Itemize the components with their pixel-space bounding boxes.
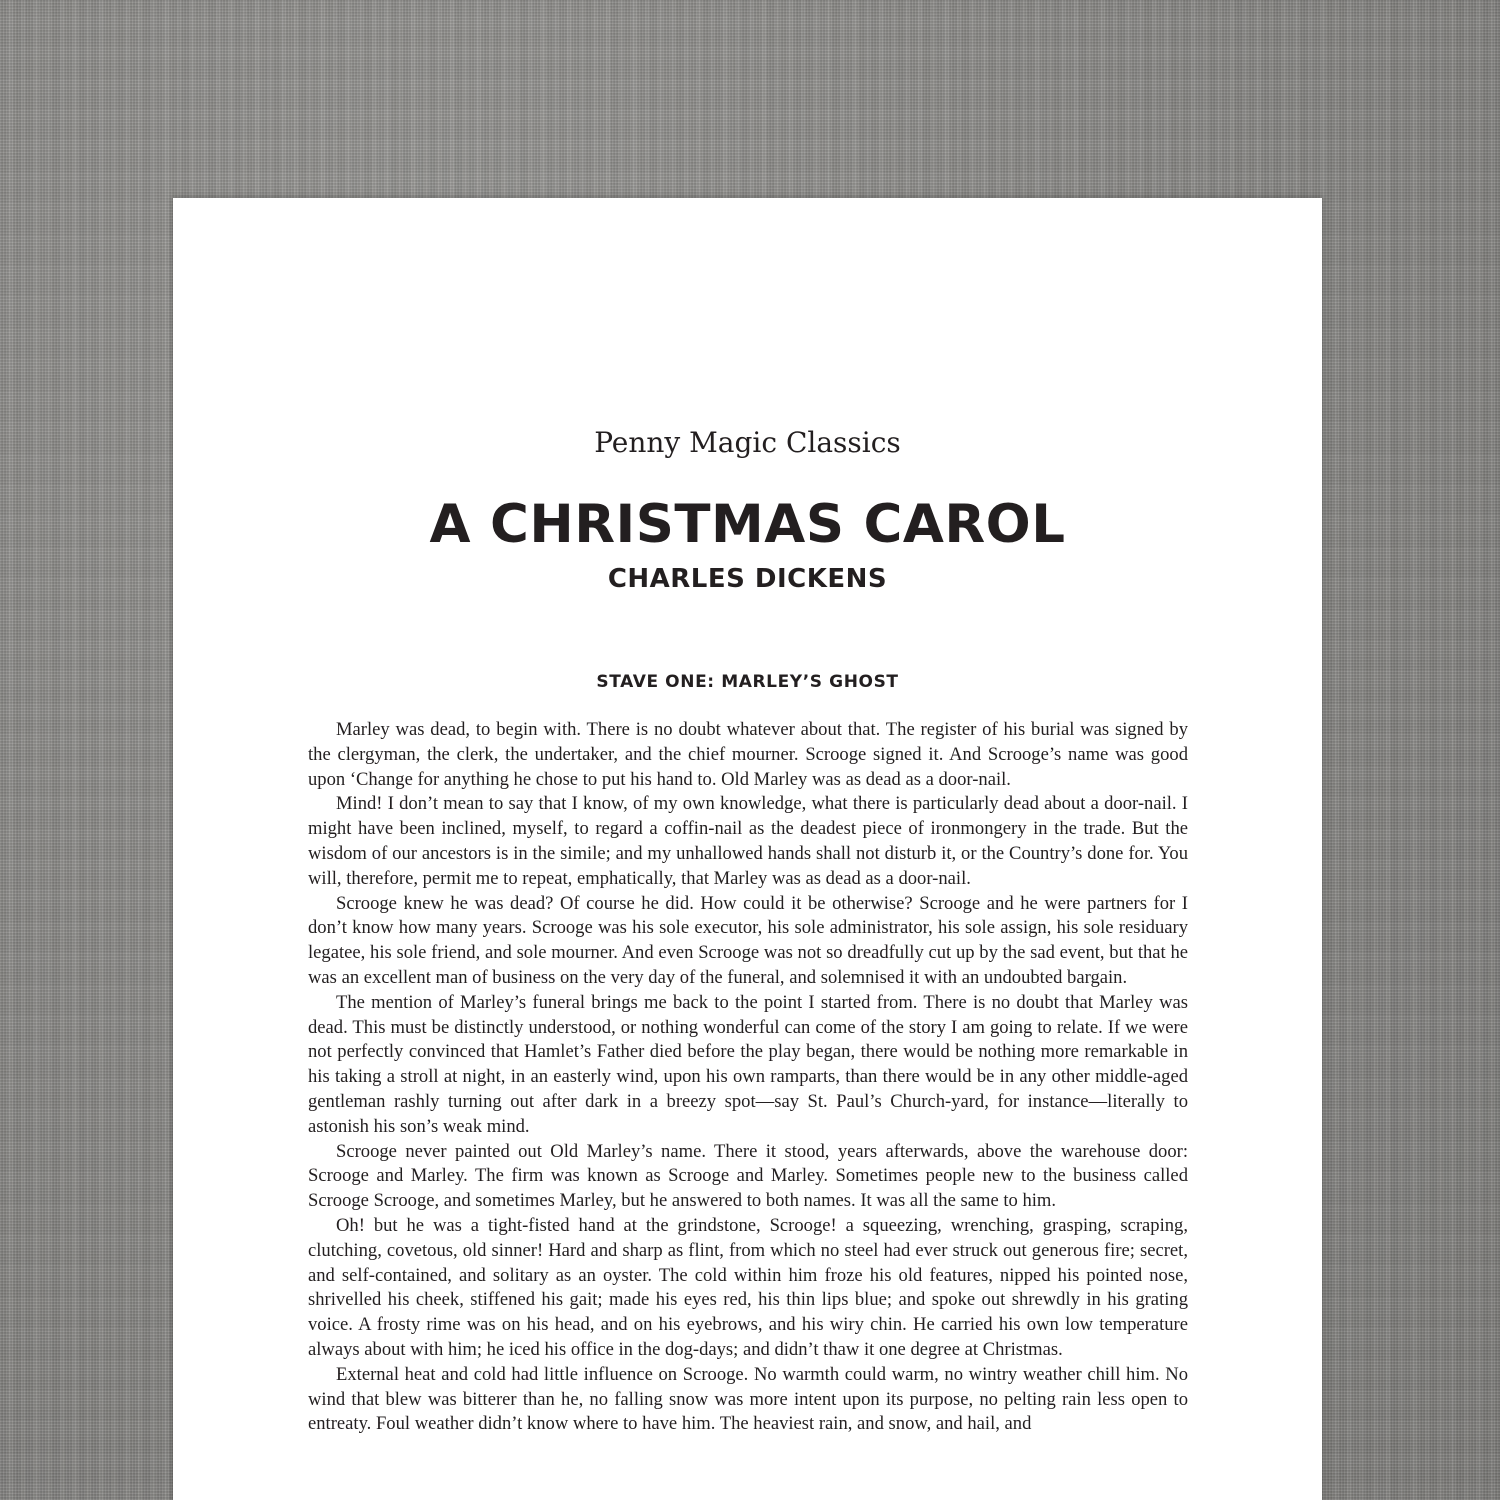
paragraph: Mind! I don’t mean to say that I know, of my own knowledge, what there is particularly dead about a door-nail. I might have been inclined, myself, to regard a coffin-nail as the deadest piece of ironmongery in the trade. But the wisdom of our ancestors is in the simile; and my unhallowed hands shall not disturb it, or the Country’s done for. You will, therefore, permit me to repeat, emphatically, that Marley was as dead as a door-nail.	[308, 793, 1188, 889]
body-text	[308, 718, 1188, 1437]
book-author: CHARLES DICKENS	[607, 564, 888, 594]
chapter-heading: STAVE ONE: MARLEY’S GHOST	[596, 672, 899, 692]
paragraph: Marley was dead, to begin with. There is no doubt whatever about that. The register of his burial was signed by the clergyman, the clerk, the undertaker, and the chief mourner. Scrooge signed it. And Scrooge’s name was good upon ‘Change for anything he chose to put his hand to. Old Marley was as dead as a door-nail.	[308, 719, 1188, 790]
book-page	[173, 198, 1322, 1500]
paragraph: The mention of Marley’s funeral brings me back to the point I started from. There is no doubt that Marley was dead. This must be distinctly understood, or nothing wonderful can come of the story I am going to relate. If we were not perfectly convinced that Hamlet’s Father died before the play began, there would be nothing more remarkable in his taking a stroll at night, in an easterly wind, upon his own ramparts, than there would be in any other middle-aged gentleman rashly turning out after dark in a breezy spot—say St. Paul’s Church-yard, for instance—literally to astonish his son’s weak mind.	[308, 991, 1188, 1137]
paragraph: Scrooge knew he was dead? Of course he did. How could it be otherwise? Scrooge and he were partners for I don’t know how many years. Scrooge was his sole executor, his sole administrator, his sole assign, his sole residuary legatee, his sole friend, and sole mourner. And even Scrooge was not so dreadfully cut up by the sad event, but that he was an excellent man of business on the very day of the funeral, and solemnised it with an undoubted bargain.	[308, 892, 1188, 988]
paragraph: External heat and cold had little influence on Scrooge. No warmth could warm, no wintry weather chill him. No wind that blew was bitterer than he, no falling snow was more intent upon its purpose, no pelting rain less open to entreaty. Foul weather didn’t know where to have him. The heaviest rain, and snow, and hail, and	[308, 1363, 1188, 1435]
book-title: A CHRISTMAS CAROL	[429, 494, 1066, 555]
paragraph: Scrooge never painted out Old Marley’s name. There it stood, years afterwards, above the warehouse door: Scrooge and Marley. The firm was known as Scrooge and Marley. Sometimes people new to the business called Scrooge Scrooge, and sometimes Marley, but he answered to both names. It was all the same to him.	[308, 1140, 1188, 1212]
paragraph: Oh! but he was a tight-fisted hand at the grindstone, Scrooge! a squeezing, wrenching, grasping, scraping, clutching, covetous, old sinner! Hard and sharp as flint, from which no steel had ever struck out generous fire; secret, and self-contained, and solitary as an oyster. The cold within him froze his old features, nipped his pointed nose, shrivelled his cheek, stiffened his gait; made his eyes red, his thin lips blue; and spoke out shrewdly in his grating voice. A frosty rime was on his head, and on his eyebrows, and his wiry chin. He carried his own low temperature always about with him; he iced his office in the dog-days; and didn’t thaw it one degree at Christmas.	[308, 1214, 1188, 1360]
series-name: Penny Magic Classics	[594, 426, 901, 459]
